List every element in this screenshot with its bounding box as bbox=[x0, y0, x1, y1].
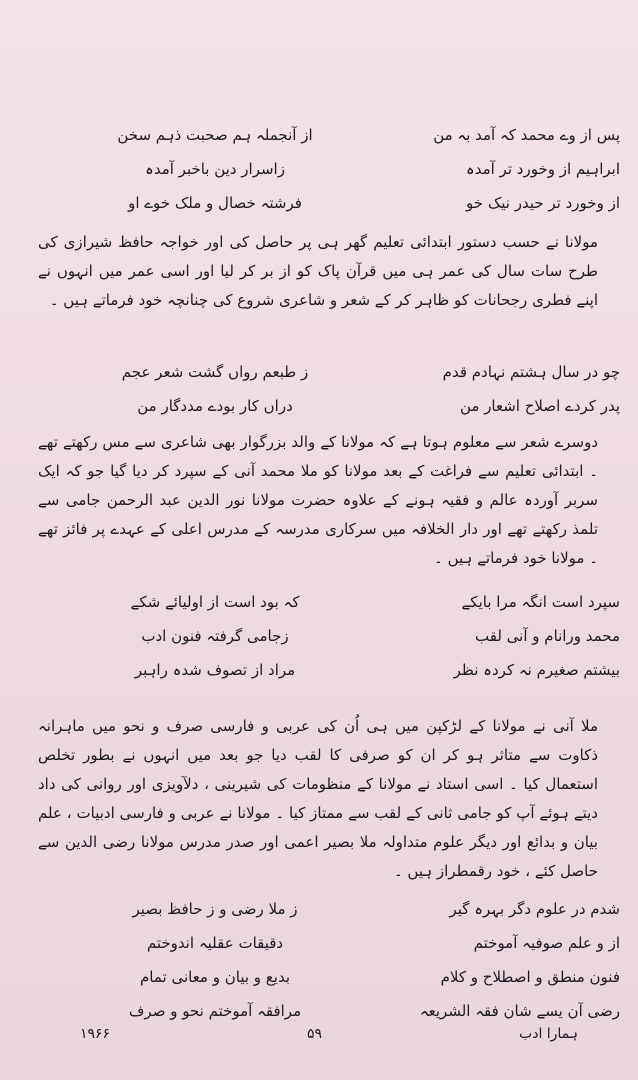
verse-line: پس از وے محمد کہ آمد بہ من bbox=[433, 126, 620, 144]
page-number: ۵۹ bbox=[307, 1026, 323, 1042]
couplet bbox=[100, 186, 620, 220]
verse-line: ز ملا رضی و ز حافظ بصیر bbox=[132, 900, 298, 918]
verse-line: سپرد است انگہ مرا بایکے bbox=[461, 593, 620, 611]
verse-line: زجامی گرفتہ فنون ادب bbox=[141, 627, 289, 645]
poem-stanza-3 bbox=[100, 585, 620, 687]
verse-line: شدم در علوم دگر بہرہ گیر bbox=[449, 900, 620, 918]
couplet bbox=[100, 389, 620, 423]
verse-line: پدر کردے اصلاح اشعار من bbox=[459, 397, 620, 415]
verse-line: ز طبعم رواں گشت شعر عجم bbox=[121, 363, 309, 381]
verse-line: فنون منطق و اصطلاح و کلام bbox=[440, 968, 620, 986]
couplet bbox=[100, 118, 620, 152]
page-footer bbox=[80, 1022, 578, 1046]
footer-year: ۱۹۶۶ bbox=[80, 1026, 111, 1042]
verse-line: فرشتہ خصال و ملک خوے او bbox=[128, 194, 302, 212]
couplet bbox=[100, 152, 620, 186]
verse-line: بیشتم صغیرم نہ کردہ نظر bbox=[453, 661, 620, 679]
verse-line: رضی آن یسے شان فقہ الشریعہ bbox=[419, 1002, 620, 1020]
verse-line: چو در سال ہشتم نہادم قدم bbox=[442, 363, 620, 381]
couplet bbox=[100, 619, 620, 653]
paragraph-3: ملا آنی نے مولانا کے لڑکپن میں ہی اُن کی عربی و فارسی صرف و نحو میں ماہرانہ ذکاوت سے متاثر ہو کر ان کو صرفی کا لقب دیا جو بعد میں انہوں نے بطور تخلص استعمال کیا ۔ اسی استاد نے مولانا کے منظومات کی شیرینی ، دلآویزی اور روانی کی داد دیتے ہوئے آپ کو جامی ثانی کے لقب سے ممتاز کیا ۔ مولانا نے عربی و فارسی ادبیات ، علم بیان و بدائع اور دیگر علوم متداولہ ملا بصیر اعمی اور صدر مدرس مولانا رضی الدین سے حاصل کئے ، خود رقمطراز ہیں ۔ bbox=[38, 717, 598, 880]
verse-line: زاسرار دین باخبر آمدہ bbox=[145, 160, 285, 178]
verse-line: مراد از تصوف شدہ راہبر bbox=[134, 661, 296, 679]
paragraph-1: مولانا نے حسب دستور ابتدائی تعلیم گھر ہی پر حاصل کی اور خواجہ حافظ شیرازی کی طرح سات سال کی عمر ہی میں قرآن پاک کو از بر کر لیا اور اسی عمر میں انہوں نے اپنے فطری رجحانات کو ظاہر کر کے شعر و شاعری شروع کی چنانچہ خود فرماتے ہیں ۔ bbox=[38, 233, 598, 309]
verse-line: محمد ورانام و آنی لقب bbox=[475, 627, 620, 645]
verse-line: ابراہیم از وخورد تر آمدہ bbox=[465, 160, 620, 178]
verse-line: از و علم صوفیہ آموختم bbox=[473, 934, 620, 952]
verse-line: دقیقات عقلیہ اندوختم bbox=[146, 934, 284, 952]
verse-line: بدیع و بیان و معانی تمام bbox=[139, 968, 291, 986]
couplet bbox=[100, 355, 620, 389]
poem-stanza-1 bbox=[100, 118, 620, 220]
verse-line: از وخورد تر حیدر نیک خو bbox=[466, 194, 620, 212]
couplet bbox=[100, 653, 620, 687]
poem-stanza-4 bbox=[100, 892, 620, 1028]
poem-stanza-2 bbox=[100, 355, 620, 423]
couplet bbox=[100, 585, 620, 619]
verse-line: مرافقہ آموختم نحو و صرف bbox=[128, 1002, 302, 1020]
verse-line: از آنجملہ ہم صحبت ذہم سخن bbox=[117, 126, 313, 144]
journal-title: ہمارا ادب bbox=[519, 1026, 578, 1042]
verse-line: کہ بود است از اولیائے شکے bbox=[130, 593, 300, 611]
paragraph-2: دوسرے شعر سے معلوم ہوتا ہے کہ مولانا کے والد بزرگوار بھی شاعری سے مس رکھتے تھے ۔ ابتدائی تعلیم سے فراغت کے بعد مولانا کو ملا محمد آنی کے سپرد کر دیا گیا جو کہ ایک سربر آوردہ عالم و فقیہ ہونے کے علاوہ حضرت مولانا نور الدین عبد الرحمن جامی سے تلمذ رکھتے تھے اور دار الخلافہ میں سرکاری مدرسہ کے مدرس اعلی کے عہدے پر فائز تھے ۔ مولانا خود فرماتے ہیں ۔ bbox=[38, 433, 598, 567]
couplet bbox=[100, 926, 620, 960]
couplet bbox=[100, 960, 620, 994]
verse-line: دراں کار بودے مددگار من bbox=[137, 397, 293, 415]
couplet bbox=[100, 892, 620, 926]
